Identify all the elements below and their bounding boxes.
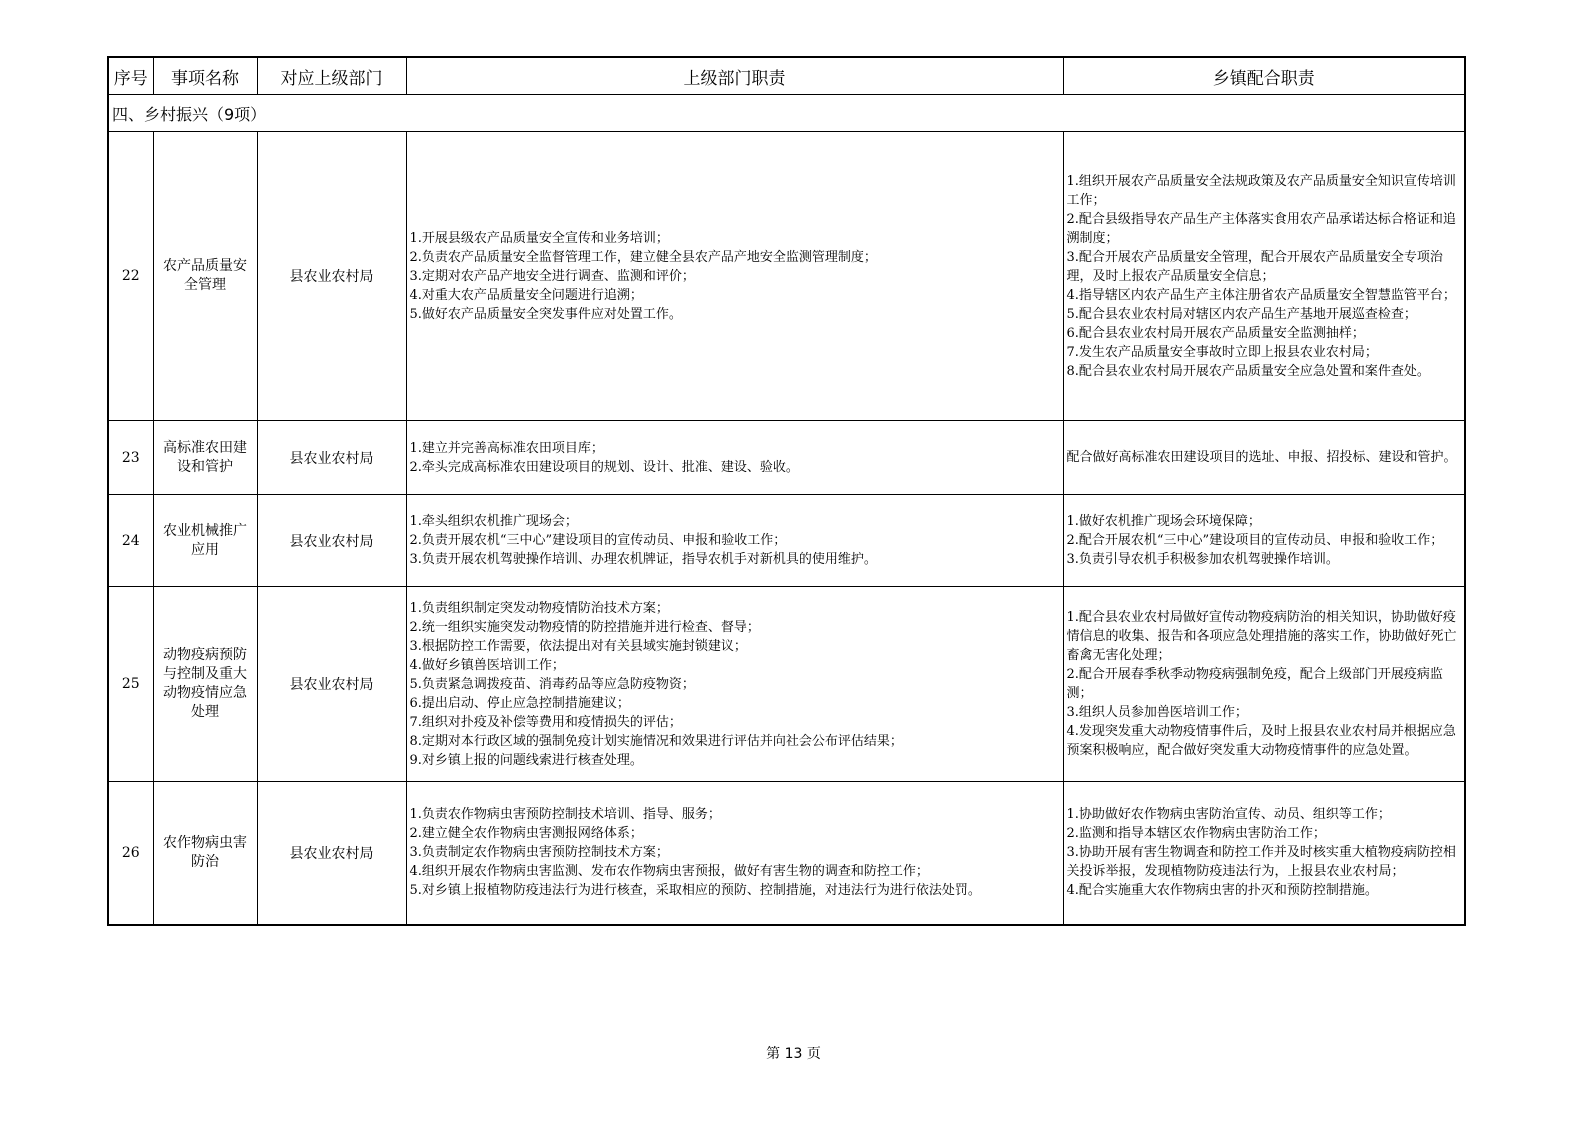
town-duty-line: 4.发现突发重大动物疫情事件后，及时上报县农业农村局并根据应急预案积极响应，配合做好突发重大动物疫情事件的应急处置。 bbox=[1066, 724, 1456, 758]
row-upper-duties bbox=[406, 132, 1063, 421]
header-upper-duties: 上级部门职责 bbox=[406, 57, 1063, 95]
town-duty-line: 3.协助开展有害生物调查和防控工作并及时核实重大植物疫病防控相关投诉举报，发现植物防疫违法行为，上报县农业农村局； bbox=[1066, 845, 1456, 880]
upper-duty-line: 4.组织开展农作物病虫害监测、发布农作物病虫害预报，做好有害生物的调查和防控工作； bbox=[409, 864, 929, 880]
row-number: 22 bbox=[108, 132, 153, 421]
row-town-duties bbox=[1063, 782, 1465, 925]
row-department: 县农业农村局 bbox=[257, 587, 406, 782]
section-row bbox=[108, 95, 1465, 132]
upper-duty-line: 5.对乡镇上报植物防疫违法行为进行核查，采取相应的预防、控制措施，对违法行为进行依法处罚。 bbox=[409, 883, 981, 899]
upper-duty-line: 2.负责开展农机“三中心”建设项目的宣传动员、申报和验收工作； bbox=[409, 533, 787, 548]
upper-duty-line: 9.对乡镇上报的问题线索进行核查处理。 bbox=[409, 752, 643, 768]
row-upper-duties bbox=[406, 782, 1063, 925]
header-upper-department: 对应上级部门 bbox=[257, 57, 406, 95]
town-duty-line: 6.配合县农业农村局开展农产品质量安全监测抽样； bbox=[1066, 325, 1365, 341]
town-duty-line: 1.做好农机推广现场会环境保障； bbox=[1066, 514, 1261, 529]
town-duty-line: 7.发生农产品质量安全事故时立即上报县农业农村局； bbox=[1066, 344, 1378, 360]
town-duty-line: 1.配合县农业农村局做好宣传动物疫病防治的相关知识，协助做好疫情信息的收集、报告和各项应急处理措施的落实工作，协助做好死亡畜禽无害化处理； bbox=[1066, 610, 1457, 663]
town-duty-line: 1.协助做好农作物病虫害防治宣传、动员、组织等工作； bbox=[1066, 807, 1391, 823]
row-town-duties bbox=[1063, 132, 1465, 421]
town-duty-line: 5.配合县农业农村局对辖区内农产品生产基地开展巡查检查； bbox=[1066, 306, 1417, 322]
row-number: 25 bbox=[108, 587, 153, 782]
header-serial-number: 序号 bbox=[108, 57, 153, 95]
header-town-duties: 乡镇配合职责 bbox=[1063, 57, 1465, 95]
upper-duty-line: 5.负责紧急调拨疫苗、消毒药品等应急防疫物资； bbox=[409, 676, 695, 692]
town-duty-line: 2.配合开展农机“三中心”建设项目的宣传动员、申报和验收工作； bbox=[1066, 533, 1444, 548]
town-duty-line: 2.配合县级指导农产品生产主体落实食用农产品承诺达标合格证和追溯制度； bbox=[1066, 211, 1456, 246]
row-department: 县农业农村局 bbox=[257, 495, 406, 587]
row-town-duties bbox=[1063, 587, 1465, 782]
upper-duty-line: 2.统一组织实施突发动物疫情的防控措施并进行检查、督导； bbox=[409, 619, 760, 635]
row-item-name: 农作物病虫害防治 bbox=[153, 782, 257, 925]
table-row bbox=[108, 587, 1465, 782]
upper-duty-line: 7.组织对扑疫及补偿等费用和疫情损失的评估； bbox=[409, 714, 682, 730]
row-upper-duties bbox=[406, 495, 1063, 587]
row-upper-duties bbox=[406, 587, 1063, 782]
upper-duty-line: 1.开展县级农产品质量安全宣传和业务培训； bbox=[409, 230, 669, 246]
row-item-name: 农产品质量安全管理 bbox=[153, 132, 257, 421]
town-duty-line: 1.组织开展农产品质量安全法规政策及农产品质量安全知识宣传培训工作； bbox=[1066, 173, 1456, 208]
upper-duty-line: 5.做好农产品质量安全突发事件应对处置工作。 bbox=[409, 306, 682, 322]
row-number: 26 bbox=[108, 782, 153, 925]
row-town-duties bbox=[1063, 495, 1465, 587]
upper-duty-line: 3.负责制定农作物病虫害预防控制技术方案； bbox=[409, 845, 669, 861]
upper-duty-line: 2.牵头完成高标准农田建设项目的规划、设计、批准、建设、验收。 bbox=[409, 459, 799, 475]
town-duty-line: 3.配合开展农产品质量安全管理，配合开展农产品质量安全专项治理，及时上报农产品质量安全信息； bbox=[1066, 249, 1443, 284]
upper-duty-line: 1.建立并完善高标准农田项目库； bbox=[409, 440, 604, 456]
responsibility-table bbox=[107, 56, 1466, 926]
page-number: 第 13 页 bbox=[766, 1046, 821, 1062]
table-header-row bbox=[108, 57, 1465, 95]
table-row bbox=[108, 495, 1465, 587]
town-duty-line: 8.配合县农业农村局开展农产品质量安全应急处置和案件查处。 bbox=[1066, 363, 1430, 379]
row-department: 县农业农村局 bbox=[257, 782, 406, 925]
upper-duty-line: 1.负责组织制定突发动物疫情防治技术方案； bbox=[409, 600, 669, 616]
header-item-name: 事项名称 bbox=[153, 57, 257, 95]
table-row bbox=[108, 782, 1465, 925]
table-row bbox=[108, 132, 1465, 421]
town-duty-line: 3.组织人员参加兽医培训工作； bbox=[1066, 705, 1248, 720]
upper-duty-line: 3.负责开展农机驾驶操作培训、办理农机牌证，指导农机手对新机具的使用维护。 bbox=[409, 552, 877, 567]
upper-duty-line: 3.根据防控工作需要，依法提出对有关县域实施封锁建议； bbox=[409, 638, 747, 654]
town-duty-line: 4.配合实施重大农作物病虫害的扑灭和预防控制措施。 bbox=[1066, 883, 1378, 899]
town-duty-line: 配合做好高标准农田建设项目的选址、申报、招投标、建设和管护。 bbox=[1066, 450, 1457, 465]
row-item-name: 农业机械推广应用 bbox=[153, 495, 257, 587]
row-department: 县农业农村局 bbox=[257, 132, 406, 421]
upper-duty-line: 4.对重大农产品质量安全问题进行追溯； bbox=[409, 287, 643, 303]
row-town-duties bbox=[1063, 421, 1465, 495]
row-item-name: 高标准农田建设和管护 bbox=[153, 421, 257, 495]
section-title: 四、乡村振兴（9项） bbox=[108, 95, 1465, 132]
upper-duty-line: 8.定期对本行政区域的强制免疫计划实施情况和效果进行评估并向社会公布评估结果； bbox=[409, 733, 903, 749]
upper-duty-line: 4.做好乡镇兽医培训工作； bbox=[409, 657, 565, 673]
town-duty-line: 2.配合开展春季秋季动物疫病强制免疫，配合上级部门开展疫病监测； bbox=[1066, 667, 1443, 701]
town-duty-line: 2.监测和指导本辖区农作物病虫害防治工作； bbox=[1066, 826, 1326, 842]
table-row bbox=[108, 421, 1465, 495]
upper-duty-line: 2.负责农产品质量安全监督管理工作，建立健全县农产品产地安全监测管理制度； bbox=[409, 249, 877, 265]
row-upper-duties bbox=[406, 421, 1063, 495]
upper-duty-line: 1.牵头组织农机推广现场会； bbox=[409, 514, 578, 529]
row-item-name: 动物疫病预防与控制及重大动物疫情应急处理 bbox=[153, 587, 257, 782]
row-number: 24 bbox=[108, 495, 153, 587]
upper-duty-line: 6.提出启动、停止应急控制措施建议； bbox=[409, 695, 630, 711]
upper-duty-line: 2.建立健全农作物病虫害测报网络体系； bbox=[409, 826, 643, 842]
row-number: 23 bbox=[108, 421, 153, 495]
table-body bbox=[108, 95, 1465, 925]
upper-duty-line: 3.定期对农产品产地安全进行调查、监测和评价； bbox=[409, 268, 695, 284]
row-department: 县农业农村局 bbox=[257, 421, 406, 495]
town-duty-line: 4.指导辖区内农产品生产主体注册省农产品质量安全智慧监管平台； bbox=[1066, 287, 1456, 303]
upper-duty-line: 1.负责农作物病虫害预防控制技术培训、指导、服务； bbox=[409, 807, 721, 823]
town-duty-line: 3.负责引导农机手积极参加农机驾驶操作培训。 bbox=[1066, 552, 1339, 567]
